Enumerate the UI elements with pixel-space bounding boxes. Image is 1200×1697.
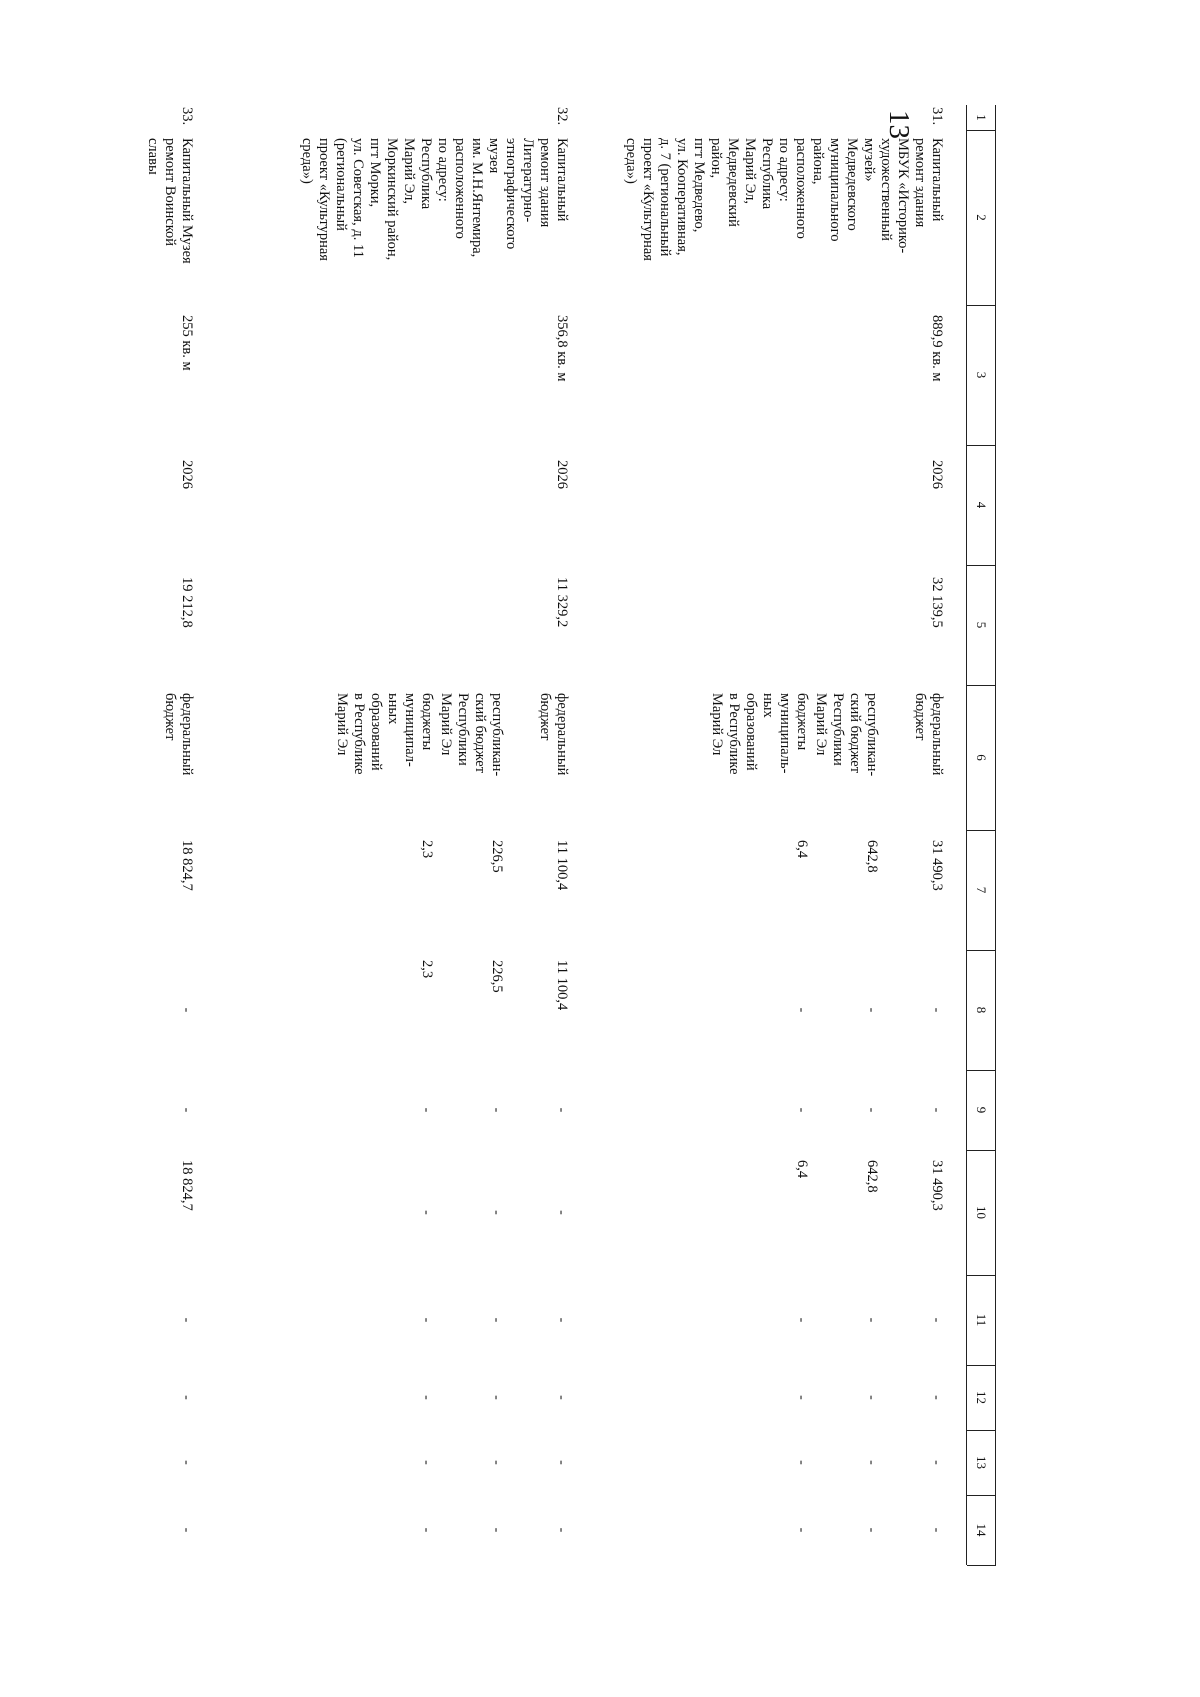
- description-line: пгт Морки,: [367, 138, 383, 208]
- description-line: среда»): [623, 138, 639, 184]
- row-description: [298, 138, 570, 261]
- empty-dash: -: [419, 1460, 434, 1465]
- row-year: 2026: [179, 460, 195, 489]
- funding-source-line: ский бюджет: [472, 693, 488, 774]
- description-line: Литературно-: [520, 138, 536, 223]
- value-col-8: 11 100,4: [554, 960, 570, 1011]
- description-line: Марий Эл,: [742, 138, 758, 204]
- description-line: Капитальный: [554, 138, 570, 222]
- column-tick-9: [967, 1150, 996, 1151]
- description-line: Медведевский: [725, 138, 741, 227]
- funding-source-line: бюджет: [912, 693, 928, 741]
- funding-source-line: Республики: [830, 693, 846, 766]
- column-header-1: 1: [974, 114, 989, 121]
- column-tick-8: [967, 1070, 996, 1071]
- column-tick-7: [967, 950, 996, 951]
- description-line: художественный: [878, 138, 894, 241]
- empty-dash: -: [489, 1210, 504, 1215]
- row-year: 2026: [554, 460, 570, 489]
- empty-dash: -: [554, 1395, 569, 1400]
- column-header-14: 14: [974, 1523, 989, 1537]
- empty-dash: -: [794, 1460, 809, 1465]
- empty-dash: -: [794, 1317, 809, 1323]
- funding-source-line: в Республике: [726, 693, 742, 775]
- description-line: среда»): [299, 138, 315, 184]
- empty-dash: -: [489, 1317, 504, 1323]
- empty-dash: -: [179, 1107, 194, 1113]
- description-line: Моркинский район,: [384, 138, 400, 261]
- funding-source-line: Марий Эл: [438, 693, 454, 756]
- value-col-7: 642,8: [864, 840, 880, 873]
- column-header-13: 13: [974, 1456, 989, 1469]
- funding-source-line: Марий Эл: [334, 693, 350, 756]
- funding-source-line: Республики: [455, 693, 471, 766]
- value-col-10: 18 824,7: [179, 1160, 195, 1211]
- column-header-5: 5: [974, 621, 989, 629]
- row-year: 2026: [929, 460, 945, 489]
- value-col-8: 2,3: [419, 960, 435, 979]
- funding-source-line: образований: [368, 693, 384, 771]
- empty-dash: -: [489, 1527, 504, 1533]
- column-header-4: 4: [974, 501, 989, 509]
- description-line: ремонт здания: [537, 138, 553, 228]
- description-line: ул. Кооперативная,: [674, 138, 690, 256]
- description-line: Республика: [759, 138, 775, 210]
- description-line: Марий Эл,: [401, 138, 417, 204]
- funding-source: [333, 693, 435, 775]
- empty-dash: -: [554, 1107, 569, 1113]
- row-number: 31.: [929, 107, 945, 126]
- description-line: муниципального: [827, 138, 843, 242]
- empty-dash: -: [929, 1527, 944, 1533]
- empty-dash: -: [554, 1527, 569, 1533]
- value-col-7: 11 100,4: [554, 840, 570, 891]
- description-line: ремонт Воинской: [162, 138, 178, 247]
- column-tick-3: [967, 445, 996, 446]
- column-header-11: 11: [974, 1313, 989, 1327]
- empty-dash: -: [794, 1007, 809, 1013]
- empty-dash: -: [864, 1007, 879, 1013]
- value-col-10: 31 490,3: [929, 1160, 945, 1211]
- column-tick-4: [967, 565, 996, 566]
- funding-source-line: Марий Эл: [813, 693, 829, 756]
- row-description: [144, 138, 195, 264]
- description-line: район,: [708, 138, 724, 179]
- description-line: ремонт здания: [912, 138, 928, 228]
- row-description: [622, 138, 945, 261]
- description-line: этнографического: [503, 138, 519, 250]
- funding-source-line: муниципаль-: [777, 693, 793, 774]
- empty-dash: -: [864, 1317, 879, 1323]
- funding-source: [437, 693, 505, 776]
- empty-dash: -: [864, 1527, 879, 1533]
- value-col-10: 642,8: [864, 1160, 880, 1193]
- funding-source: [812, 693, 880, 776]
- column-header-9: 9: [974, 1106, 989, 1114]
- funding-source: [536, 693, 570, 775]
- empty-dash: -: [929, 1395, 944, 1400]
- row-total: 32 139,5: [929, 577, 945, 628]
- column-tick-10: [967, 1275, 996, 1276]
- value-col-10: 6,4: [794, 1160, 810, 1179]
- row-capacity: 889,9 кв. м: [929, 315, 945, 382]
- description-line: по адресу:: [435, 138, 451, 202]
- description-line: (региональный: [333, 138, 349, 231]
- description-line: им. М.Н.Янтемира,: [469, 138, 485, 258]
- funding-source: [708, 693, 810, 775]
- budget-table: [0, 105, 1000, 1565]
- description-line: д. 7 (региональный: [657, 138, 673, 257]
- column-tick-13: [967, 1495, 996, 1496]
- column-tick-1: [967, 130, 996, 131]
- empty-dash: -: [794, 1395, 809, 1400]
- empty-dash: -: [419, 1527, 434, 1533]
- description-line: расположенного: [452, 138, 468, 239]
- column-header-10: 10: [974, 1206, 989, 1219]
- empty-dash: -: [179, 1007, 194, 1013]
- row-capacity: 356,8 кв. м: [554, 315, 570, 382]
- description-line: музея: [486, 138, 502, 174]
- empty-dash: -: [419, 1317, 434, 1323]
- column-header-7: 7: [974, 886, 989, 894]
- column-tick-end: [967, 1565, 996, 1566]
- value-col-7: 226,5: [489, 840, 505, 873]
- description-line: Медведевского: [844, 138, 860, 231]
- empty-dash: -: [794, 1107, 809, 1113]
- description-line: Капитальный: [929, 138, 945, 222]
- description-line: расположенного: [793, 138, 809, 239]
- description-line: Республика: [418, 138, 434, 210]
- row-total: 19 212,8: [179, 577, 195, 628]
- funding-source: [161, 693, 195, 775]
- empty-dash: -: [929, 1107, 944, 1113]
- funding-source-line: федеральный: [929, 693, 945, 776]
- funding-source-line: образований: [743, 693, 759, 771]
- column-tick-5: [967, 685, 996, 686]
- header-bottom-rule: [966, 105, 967, 1565]
- column-header-2: 2: [974, 214, 989, 221]
- column-header-6: 6: [974, 754, 989, 761]
- funding-source-line: бюджет: [162, 693, 178, 741]
- empty-dash: -: [179, 1460, 194, 1465]
- empty-dash: -: [179, 1317, 194, 1323]
- funding-source-line: бюджеты: [419, 693, 435, 751]
- description-line: МБУК «Историко-: [895, 138, 911, 254]
- row-total: 11 329,2: [554, 577, 570, 628]
- empty-dash: -: [489, 1395, 504, 1400]
- empty-dash: -: [929, 1007, 944, 1013]
- value-col-7: 18 824,7: [179, 840, 195, 891]
- description-line: пгт Медведево,: [691, 138, 707, 233]
- empty-dash: -: [489, 1107, 504, 1113]
- column-header-8: 8: [974, 1006, 989, 1014]
- description-line: района,: [810, 138, 826, 185]
- row-number: 33.: [179, 107, 195, 126]
- funding-source-line: Марий Эл: [709, 693, 725, 756]
- funding-source-line: республикан-: [864, 693, 880, 777]
- funding-source-line: федеральный: [554, 693, 570, 776]
- description-line: ул. Советская, д. 11: [350, 138, 366, 258]
- empty-dash: -: [864, 1107, 879, 1113]
- funding-source-line: бюджет: [537, 693, 553, 741]
- table-top-rule: [995, 105, 996, 1565]
- value-col-7: 6,4: [794, 840, 810, 859]
- column-header-3: 3: [974, 371, 989, 379]
- funding-source-line: муниципал-: [402, 693, 418, 767]
- column-tick-11: [967, 1365, 996, 1366]
- empty-dash: -: [554, 1460, 569, 1465]
- empty-dash: -: [419, 1210, 434, 1215]
- empty-dash: -: [554, 1210, 569, 1215]
- funding-source-line: федеральный: [179, 693, 195, 776]
- empty-dash: -: [864, 1395, 879, 1400]
- column-tick-6: [967, 830, 996, 831]
- funding-source-line: ский бюджет: [847, 693, 863, 774]
- empty-dash: -: [419, 1107, 434, 1113]
- description-line: Капитальный Музея: [179, 138, 195, 264]
- funding-source: [911, 693, 945, 775]
- empty-dash: -: [179, 1395, 194, 1400]
- row-number: 32.: [554, 107, 570, 126]
- column-header-12: 12: [974, 1391, 989, 1404]
- description-line: славы: [145, 138, 161, 175]
- empty-dash: -: [929, 1317, 944, 1323]
- empty-dash: -: [489, 1460, 504, 1465]
- funding-source-line: бюджеты: [794, 693, 810, 751]
- column-tick-2: [967, 305, 996, 306]
- description-line: проект «Культурная: [640, 138, 656, 261]
- description-line: музей»: [861, 138, 877, 182]
- empty-dash: -: [864, 1460, 879, 1465]
- empty-dash: -: [179, 1527, 194, 1533]
- value-col-7: 2,3: [419, 840, 435, 859]
- column-tick-12: [967, 1430, 996, 1431]
- empty-dash: -: [419, 1395, 434, 1400]
- value-col-8: 226,5: [489, 960, 505, 993]
- page-number: 13: [883, 110, 915, 139]
- description-line: проект «Культурная: [316, 138, 332, 261]
- row-capacity: 255 кв. м: [179, 315, 195, 371]
- empty-dash: -: [554, 1317, 569, 1323]
- funding-source-line: ных: [760, 693, 776, 718]
- value-col-7: 31 490,3: [929, 840, 945, 891]
- funding-source-line: в Республике: [351, 693, 367, 775]
- empty-dash: -: [794, 1527, 809, 1533]
- empty-dash: -: [929, 1460, 944, 1465]
- description-line: по адресу:: [776, 138, 792, 202]
- funding-source-line: республикан-: [489, 693, 505, 777]
- funding-source-line: ьных: [385, 693, 401, 725]
